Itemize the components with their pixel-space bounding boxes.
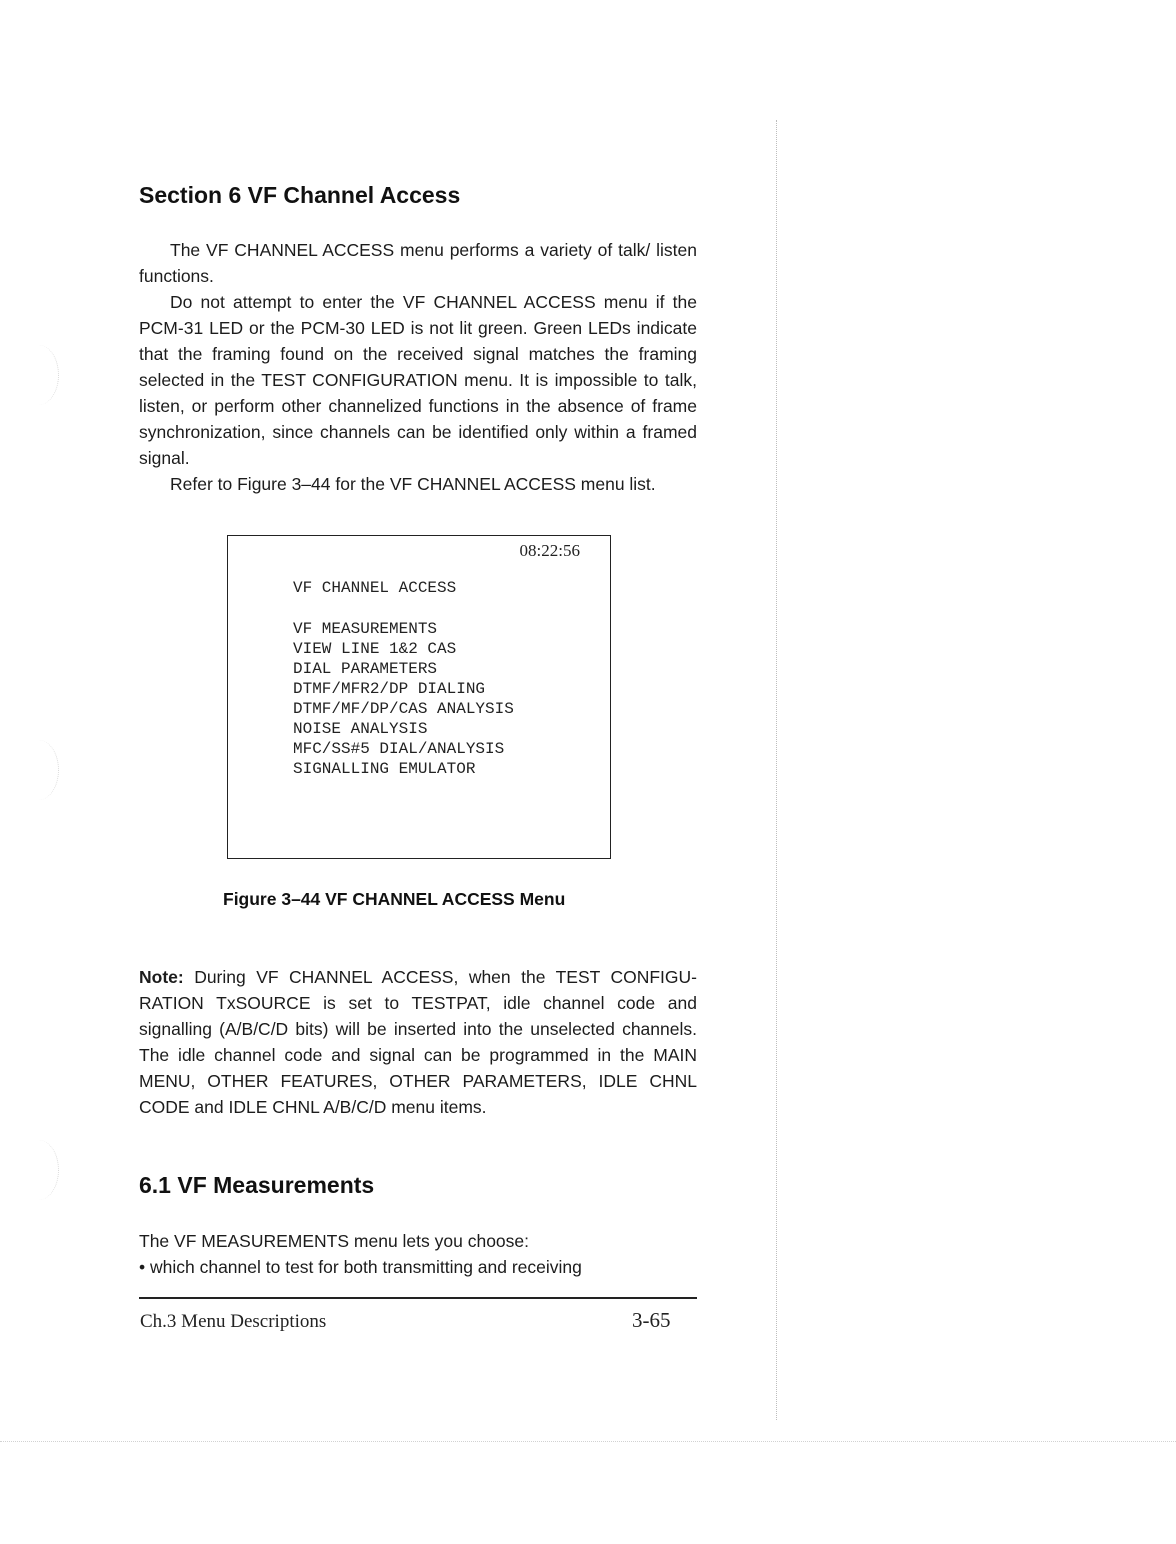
- menu-clock: 08:22:56: [519, 541, 580, 560]
- menu-item: NOISE ANALYSIS: [293, 720, 428, 738]
- section-title: Section 6 VF Channel Access: [139, 182, 461, 208]
- menu-item: MFC/SS#5 DIAL/ANALYSIS: [293, 740, 505, 758]
- intro-paragraph: The VF CHANNEL ACCESS menu performs a variety of talk/ listen functions.: [139, 240, 697, 286]
- menu-item: DTMF/MFR2/DP DIALING: [293, 680, 486, 698]
- scan-artifact: [18, 345, 59, 405]
- menu-item-list: [293, 619, 514, 779]
- scan-artifact: [18, 740, 59, 800]
- footer-chapter: Ch.3 Menu Descriptions: [140, 1311, 327, 1332]
- page-fold-line: [776, 120, 777, 1420]
- note-text: During VF CHANNEL ACCESS, when the TEST CONFIGU-RATION TxSOURCE is set to TESTPAT, idle channel code and signalling (A/B/C/D bits) will be inserted into the unselected channels. The idle channel code and signal can be programmed in the MAIN MENU, OTHER FEATURES, OTHER PARAMETERS, IDLE CHNL CODE and IDLE CHNL A/B/C/D menu items.: [139, 967, 697, 1117]
- menu-item: SIGNALLING EMULATOR: [293, 760, 476, 778]
- menu-screen-figure: [227, 535, 611, 859]
- menu-item: VIEW LINE 1&2 CAS: [293, 640, 457, 658]
- reference-paragraph: Refer to Figure 3–44 for the VF CHANNEL ACCESS menu list.: [170, 474, 656, 494]
- figure-caption: Figure 3–44 VF CHANNEL ACCESS Menu: [223, 889, 566, 909]
- note-label: Note:: [139, 967, 184, 987]
- subsection-title: 6.1 VF Measurements: [139, 1172, 375, 1198]
- subsection-intro: The VF MEASUREMENTS menu lets you choose:: [139, 1231, 529, 1251]
- page-number: 3-65: [632, 1308, 671, 1332]
- subsection-bullet: • which channel to test for both transmitting and receiving: [139, 1257, 582, 1277]
- footer-rule: [139, 1297, 697, 1299]
- page-bottom-edge: [0, 1441, 1176, 1442]
- warning-paragraph: Do not attempt to enter the VF CHANNEL ACCESS menu if the PCM-31 LED or the PCM-30 LED is not lit green. Green LEDs indicate that the framing found on the received signal matches the framing selected in the TEST CONFIGURATION menu. It is impossible to talk, listen, or perform other channelized functions in the absence of frame synchronization, since channels can be identified only within a framed signal.: [139, 292, 697, 468]
- scan-artifact: [18, 1140, 59, 1200]
- menu-item: DTMF/MF/DP/CAS ANALYSIS: [293, 700, 514, 718]
- menu-title: VF CHANNEL ACCESS: [293, 579, 457, 597]
- note-paragraph: [139, 964, 697, 1120]
- menu-item: DIAL PARAMETERS: [293, 660, 438, 678]
- menu-item: VF MEASUREMENTS: [293, 620, 438, 638]
